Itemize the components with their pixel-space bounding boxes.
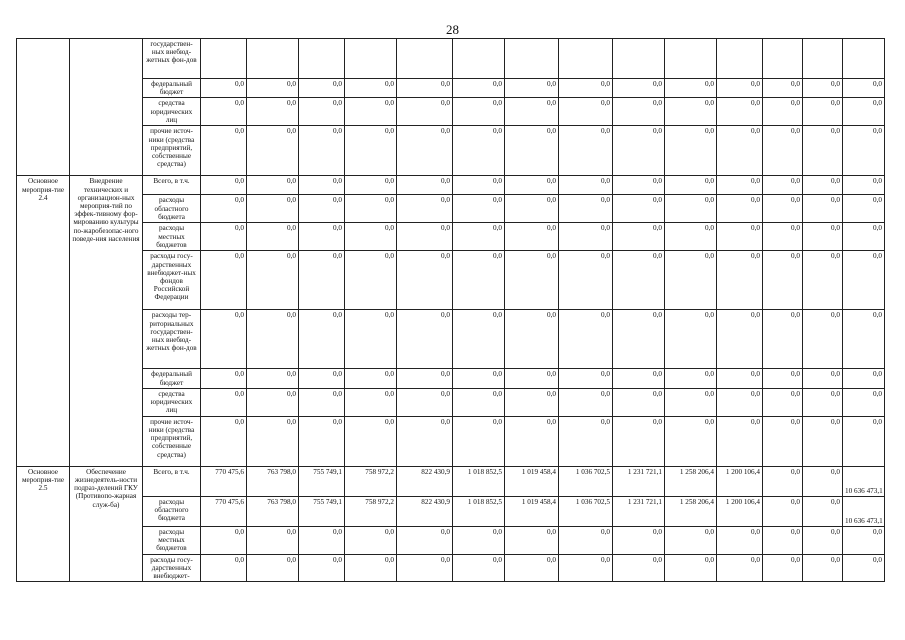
value-cell: 0,0	[803, 195, 843, 223]
value-cell: 0,0	[803, 223, 843, 251]
funding-source-cell: федеральный бюджет	[143, 369, 201, 388]
value-cell: 0,0	[201, 369, 247, 388]
event-cell: Основное мероприя-тие 2.4	[17, 176, 70, 466]
value-cell: 0,0	[843, 126, 885, 176]
value-cell: 0,0	[505, 388, 559, 416]
value-cell: 0,0	[453, 176, 505, 195]
value-cell: 0,0	[299, 79, 345, 98]
event-cell: Основное мероприя-тие 2.5	[17, 466, 70, 582]
value-cell: 0,0	[665, 388, 717, 416]
value-cell: 0,0	[397, 251, 453, 310]
value-cell: 0,0	[453, 526, 505, 554]
value-cell: 0,0	[345, 388, 397, 416]
value-cell: 0,0	[505, 195, 559, 223]
value-cell: 0,0	[201, 176, 247, 195]
value-cell: 0,0	[201, 310, 247, 369]
event-name-cell: Внедрение технических и организацион-ных мероприя-тий по эффек-тивному фор-мированию культуры по-жаробезопас-ного поведе-ния населения	[70, 176, 143, 466]
value-cell: 1 019 458,4	[505, 466, 559, 496]
value-cell: 0,0	[201, 98, 247, 126]
value-cell: 1 258 206,4	[665, 496, 717, 526]
value-cell: 822 430,9	[397, 496, 453, 526]
value-cell: 0,0	[763, 310, 803, 369]
value-cell: 0,0	[559, 251, 613, 310]
value-cell	[453, 39, 505, 79]
table-row	[17, 310, 885, 369]
value-cell: 0,0	[505, 416, 559, 466]
value-cell: 0,0	[345, 416, 397, 466]
value-cell: 0,0	[763, 526, 803, 554]
value-cell: 0,0	[397, 176, 453, 195]
value-cell: 0,0	[843, 176, 885, 195]
table-row	[17, 369, 885, 388]
funding-source-cell: средства юридических лиц	[143, 98, 201, 126]
table-body	[17, 39, 885, 582]
value-cell: 0,0	[803, 416, 843, 466]
funding-source-cell: прочие источ-ники (средства предприятий, собственные средства)	[143, 416, 201, 466]
value-cell: 0,0	[803, 79, 843, 98]
value-cell: 0,0	[559, 416, 613, 466]
table-row	[17, 416, 885, 466]
value-cell: 0,0	[201, 388, 247, 416]
table-row	[17, 251, 885, 310]
value-cell: 0,0	[505, 223, 559, 251]
value-cell	[763, 39, 803, 79]
value-cell: 0,0	[397, 388, 453, 416]
value-cell: 0,0	[843, 251, 885, 310]
value-cell: 0,0	[505, 98, 559, 126]
value-cell: 0,0	[843, 310, 885, 369]
value-cell: 0,0	[397, 416, 453, 466]
value-cell: 0,0	[665, 251, 717, 310]
value-cell: 0,0	[763, 176, 803, 195]
value-cell: 0,0	[299, 98, 345, 126]
value-cell: 0,0	[803, 496, 843, 526]
value-cell: 0,0	[665, 98, 717, 126]
funding-source-cell: Всего, в т.ч.	[143, 176, 201, 195]
value-cell: 0,0	[843, 526, 885, 554]
value-cell: 0,0	[803, 310, 843, 369]
value-cell: 0,0	[299, 176, 345, 195]
value-cell: 0,0	[201, 416, 247, 466]
value-cell: 0,0	[559, 98, 613, 126]
value-cell: 0,0	[763, 126, 803, 176]
value-cell: 0,0	[397, 79, 453, 98]
value-cell: 0,0	[665, 369, 717, 388]
value-cell: 0,0	[201, 526, 247, 554]
value-cell: 0,0	[201, 195, 247, 223]
value-cell: 0,0	[717, 416, 763, 466]
value-cell: 0,0	[717, 126, 763, 176]
value-cell: 10 636 473,1	[843, 466, 885, 496]
value-cell: 0,0	[717, 195, 763, 223]
value-cell: 0,0	[201, 251, 247, 310]
table-row	[17, 126, 885, 176]
value-cell: 0,0	[453, 369, 505, 388]
value-cell: 0,0	[397, 126, 453, 176]
table-row	[17, 176, 885, 195]
value-cell: 0,0	[453, 310, 505, 369]
value-cell: 0,0	[843, 79, 885, 98]
value-cell: 0,0	[763, 369, 803, 388]
value-cell: 0,0	[665, 526, 717, 554]
value-cell: 0,0	[345, 126, 397, 176]
funding-source-cell: расходы местных бюджетов	[143, 526, 201, 554]
value-cell: 1 200 106,4	[717, 466, 763, 496]
value-cell: 0,0	[613, 223, 665, 251]
value-cell: 0,0	[559, 223, 613, 251]
value-cell	[505, 39, 559, 79]
value-cell: 1 200 106,4	[717, 496, 763, 526]
event-name-cell	[70, 39, 143, 176]
value-cell: 0,0	[843, 388, 885, 416]
value-cell: 0,0	[717, 554, 763, 582]
value-cell: 0,0	[763, 466, 803, 496]
value-cell: 0,0	[665, 223, 717, 251]
value-cell: 0,0	[201, 126, 247, 176]
value-cell: 0,0	[717, 223, 763, 251]
value-cell: 0,0	[717, 369, 763, 388]
value-cell: 0,0	[397, 369, 453, 388]
value-cell: 0,0	[665, 416, 717, 466]
value-cell: 0,0	[247, 416, 299, 466]
value-cell: 0,0	[345, 195, 397, 223]
value-cell: 0,0	[559, 554, 613, 582]
value-cell: 0,0	[665, 176, 717, 195]
value-cell	[613, 39, 665, 79]
event-name-cell: Обеспечение жизнедеятель-ности подраз-делений ГКУ (Противопо-жарная служ-ба)	[70, 466, 143, 582]
value-cell: 0,0	[559, 195, 613, 223]
value-cell: 0,0	[247, 388, 299, 416]
value-cell: 0,0	[345, 310, 397, 369]
value-cell: 0,0	[505, 126, 559, 176]
value-cell: 0,0	[505, 554, 559, 582]
value-cell: 0,0	[201, 223, 247, 251]
value-cell: 0,0	[717, 310, 763, 369]
table-row	[17, 79, 885, 98]
value-cell: 0,0	[397, 98, 453, 126]
value-cell: 0,0	[763, 79, 803, 98]
value-cell: 0,0	[843, 195, 885, 223]
funding-source-cell: расходы тер-риториальных государствен-ных внебюд-жетных фон-дов	[143, 310, 201, 369]
value-cell: 0,0	[613, 79, 665, 98]
value-cell: 1 258 206,4	[665, 466, 717, 496]
value-cell: 0,0	[247, 554, 299, 582]
funding-source-cell: государствен-ных внебюд-жетных фон-дов	[143, 39, 201, 79]
value-cell: 0,0	[247, 195, 299, 223]
value-cell: 755 749,1	[299, 496, 345, 526]
table-row	[17, 496, 885, 526]
value-cell: 0,0	[453, 251, 505, 310]
value-cell: 0,0	[453, 416, 505, 466]
value-cell: 0,0	[453, 195, 505, 223]
value-cell: 0,0	[505, 369, 559, 388]
value-cell: 755 749,1	[299, 466, 345, 496]
value-cell: 0,0	[453, 79, 505, 98]
value-cell: 0,0	[803, 126, 843, 176]
value-cell: 0,0	[299, 195, 345, 223]
page-number: 28	[446, 22, 459, 37]
value-cell: 0,0	[717, 251, 763, 310]
table-row	[17, 223, 885, 251]
value-cell: 0,0	[345, 176, 397, 195]
value-cell	[397, 39, 453, 79]
value-cell: 0,0	[299, 554, 345, 582]
value-cell: 0,0	[665, 554, 717, 582]
value-cell: 0,0	[803, 554, 843, 582]
value-cell: 0,0	[299, 369, 345, 388]
value-cell: 0,0	[345, 554, 397, 582]
value-cell: 0,0	[247, 176, 299, 195]
table-row	[17, 388, 885, 416]
value-cell: 0,0	[613, 416, 665, 466]
value-cell: 0,0	[613, 98, 665, 126]
value-cell: 0,0	[559, 126, 613, 176]
value-cell	[345, 39, 397, 79]
value-cell: 0,0	[299, 416, 345, 466]
value-cell: 0,0	[299, 251, 345, 310]
value-cell: 0,0	[345, 98, 397, 126]
value-cell: 0,0	[763, 223, 803, 251]
value-cell: 0,0	[559, 369, 613, 388]
value-cell: 0,0	[843, 98, 885, 126]
value-cell: 0,0	[453, 98, 505, 126]
value-cell: 0,0	[613, 388, 665, 416]
value-cell: 0,0	[247, 526, 299, 554]
value-cell: 0,0	[345, 223, 397, 251]
value-cell: 0,0	[843, 554, 885, 582]
value-cell: 0,0	[665, 79, 717, 98]
value-cell: 0,0	[201, 79, 247, 98]
value-cell: 0,0	[803, 526, 843, 554]
value-cell	[717, 39, 763, 79]
value-cell: 758 972,2	[345, 496, 397, 526]
value-cell: 1 231 721,1	[613, 466, 665, 496]
value-cell: 10 636 473,1	[843, 496, 885, 526]
value-cell: 0,0	[299, 388, 345, 416]
budget-table	[16, 38, 885, 582]
value-cell: 0,0	[717, 79, 763, 98]
value-cell: 758 972,2	[345, 466, 397, 496]
value-cell: 0,0	[345, 526, 397, 554]
value-cell: 0,0	[763, 98, 803, 126]
value-cell: 0,0	[397, 554, 453, 582]
value-cell: 0,0	[453, 388, 505, 416]
funding-source-cell: средства юридических лиц	[143, 388, 201, 416]
value-cell: 0,0	[559, 176, 613, 195]
value-cell: 0,0	[247, 98, 299, 126]
value-cell: 0,0	[397, 223, 453, 251]
value-cell: 822 430,9	[397, 466, 453, 496]
value-cell: 0,0	[453, 554, 505, 582]
value-cell: 0,0	[559, 79, 613, 98]
funding-source-cell: федеральный бюджет	[143, 79, 201, 98]
value-cell: 0,0	[613, 526, 665, 554]
value-cell: 0,0	[763, 554, 803, 582]
funding-source-cell: расходы госу-дарственных внебюджет-ных фондов Российской Федерации	[143, 251, 201, 310]
funding-source-cell: расходы областного бюджета	[143, 195, 201, 223]
value-cell: 0,0	[613, 126, 665, 176]
funding-source-cell: расходы местных бюджетов	[143, 223, 201, 251]
value-cell	[299, 39, 345, 79]
value-cell: 0,0	[803, 388, 843, 416]
table-row	[17, 526, 885, 554]
value-cell	[201, 39, 247, 79]
funding-source-cell: прочие источ-ники (средства предприятий, собственные средства)	[143, 126, 201, 176]
value-cell: 0,0	[613, 251, 665, 310]
funding-source-cell: Всего, в т.ч.	[143, 466, 201, 496]
value-cell: 0,0	[299, 223, 345, 251]
funding-source-cell: расходы областного бюджета	[143, 496, 201, 526]
value-cell: 0,0	[247, 369, 299, 388]
value-cell	[665, 39, 717, 79]
value-cell: 0,0	[397, 310, 453, 369]
value-cell: 0,0	[613, 176, 665, 195]
value-cell: 0,0	[345, 79, 397, 98]
value-cell: 0,0	[201, 554, 247, 582]
value-cell: 0,0	[665, 310, 717, 369]
value-cell: 763 798,0	[247, 496, 299, 526]
value-cell: 0,0	[299, 126, 345, 176]
value-cell: 1 019 458,4	[505, 496, 559, 526]
value-cell: 770 475,6	[201, 496, 247, 526]
value-cell: 0,0	[717, 176, 763, 195]
value-cell: 0,0	[505, 310, 559, 369]
value-cell: 0,0	[843, 416, 885, 466]
value-cell: 0,0	[453, 126, 505, 176]
value-cell: 0,0	[803, 251, 843, 310]
value-cell: 0,0	[665, 126, 717, 176]
value-cell: 0,0	[613, 310, 665, 369]
value-cell: 0,0	[803, 369, 843, 388]
value-cell: 0,0	[397, 526, 453, 554]
value-cell: 0,0	[299, 310, 345, 369]
value-cell: 0,0	[505, 251, 559, 310]
value-cell: 0,0	[505, 79, 559, 98]
value-cell: 1 036 702,5	[559, 466, 613, 496]
value-cell: 0,0	[717, 98, 763, 126]
value-cell: 0,0	[613, 369, 665, 388]
value-cell: 0,0	[665, 195, 717, 223]
value-cell: 0,0	[763, 388, 803, 416]
value-cell: 0,0	[803, 98, 843, 126]
value-cell: 0,0	[763, 251, 803, 310]
value-cell: 763 798,0	[247, 466, 299, 496]
value-cell: 0,0	[763, 416, 803, 466]
value-cell: 1 231 721,1	[613, 496, 665, 526]
table-row	[17, 39, 885, 79]
value-cell: 0,0	[717, 526, 763, 554]
value-cell	[559, 39, 613, 79]
table-row	[17, 195, 885, 223]
value-cell: 0,0	[299, 526, 345, 554]
value-cell: 0,0	[559, 526, 613, 554]
value-cell	[843, 39, 885, 79]
value-cell: 0,0	[559, 310, 613, 369]
value-cell: 0,0	[803, 176, 843, 195]
value-cell: 1 018 852,5	[453, 496, 505, 526]
value-cell: 0,0	[397, 195, 453, 223]
value-cell: 0,0	[247, 251, 299, 310]
event-cell	[17, 39, 70, 176]
value-cell: 0,0	[763, 195, 803, 223]
value-cell: 770 475,6	[201, 466, 247, 496]
value-cell: 0,0	[803, 466, 843, 496]
table-row	[17, 98, 885, 126]
value-cell: 0,0	[345, 369, 397, 388]
value-cell	[803, 39, 843, 79]
funding-source-cell: расходы госу-дарственных внебюджет-	[143, 554, 201, 582]
value-cell: 0,0	[247, 310, 299, 369]
value-cell: 0,0	[453, 223, 505, 251]
value-cell: 0,0	[843, 369, 885, 388]
value-cell: 0,0	[763, 496, 803, 526]
value-cell: 0,0	[345, 251, 397, 310]
value-cell	[247, 39, 299, 79]
value-cell: 1 018 852,5	[453, 466, 505, 496]
table-row	[17, 554, 885, 582]
value-cell: 0,0	[559, 388, 613, 416]
value-cell: 0,0	[613, 554, 665, 582]
value-cell: 0,0	[717, 388, 763, 416]
value-cell: 0,0	[505, 176, 559, 195]
value-cell: 0,0	[247, 126, 299, 176]
table-row	[17, 466, 885, 496]
value-cell: 1 036 702,5	[559, 496, 613, 526]
value-cell: 0,0	[843, 223, 885, 251]
value-cell: 0,0	[247, 79, 299, 98]
value-cell: 0,0	[613, 195, 665, 223]
value-cell: 0,0	[247, 223, 299, 251]
value-cell: 0,0	[505, 526, 559, 554]
